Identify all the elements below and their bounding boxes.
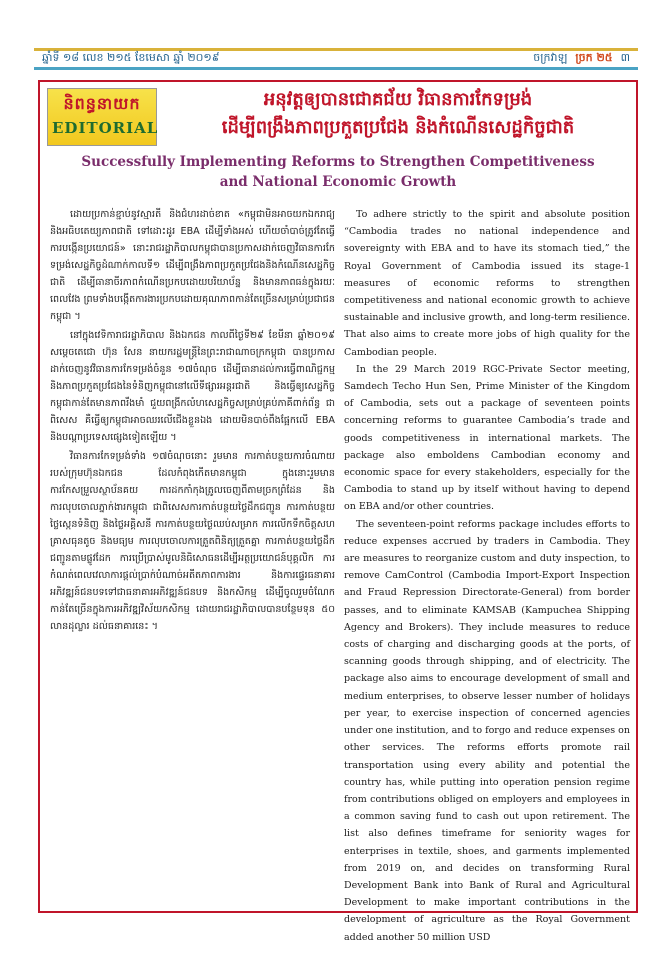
english-headline-line-2: and National Economic Growth [219,174,457,190]
khmer-headline-line-2: ដើម្បីពង្រឹងភាពប្រកួតប្រជែង និងកំណើនសេដ្ឋកិច្ចជាតិ [221,117,575,138]
logo-khmer-text: និពន្ធនាយក [63,94,141,113]
magazine-name: ចក្រវាឡ [533,51,568,64]
english-headline [52,152,624,192]
english-column [344,206,630,943]
page-header [34,48,638,70]
khmer-column [50,206,335,906]
khmer-paragraph: នៅក្នុងវេទិការាជរដ្ឋាភិបាល និងឯកជន កាលពីថ្ងៃទី២៩ ខែមីនា ឆ្នាំ២០១៩ សម្តេចតេជោ ហ៊ុន សែន នាយករដ្ឋមន្ត្រីនៃព្រះរាជាណាចក្រកម្ពុជា បានប្រកាសដាក់ចេញនូវវិធានការកែទម្រង់ចំនួន ១៧ចំណុច ដើម្បីធានាដល់ការធ្វើពាណិជ្ជកម្ម និងភាពប្រកួតប្រជែងនៃទំនិញកម្ពុជានៅលើទីផ្សារអន្តរជាតិ និងធ្វើឲ្យសេដ្ឋកិច្ចកម្ពុជាកាន់តែមានភាពរឹងមាំ ជួយពង្រីកលំហសេដ្ឋកិច្ចសម្រាប់គ្រប់ភាគីពាក់ព័ន្ធ ជាពិសេស គឺធ្វើឲ្យកម្ពុជាអាចឈរលើជើងខ្លួនឯង ដោយមិនបាច់ពឹងផ្អែកលើ EBA និងបណ្តាប្រទេសផ្សេងទៀតឡើយ ។ [50,330,335,443]
editorial-logo [47,88,157,146]
english-paragraph: The seventeen-point reforms package includes efforts to reduce expenses accrued by traders in Cambodia. They are measures to reorganize custom and duty inspection, to remove CamControl (Cambodia Import-Export Inspection and Fraud Repression Directorate-General) from border passes, and to eliminate KAMSAB (Kampuchea Shipping Agency and Brokers). They include measures to reduce costs of charging and discharging goods at the ports, of scanning goods through shipping, and of electricity. The package also aims to encourage development of small and medium enterprises, to observe lesser number of holidays per year, to exercise inspection of concerned agencies under one institution, and to forgo and reduce expenses on other services. The reforms efforts promote rail transportation using every ability and potential the country has, while putting into operation pension regime from contributions obliged on employers and employees in a common saving fund to cash out upon retirement. The list also defines timeframe for seniority wages for enterprises in textile, shoes, and garments implemented from 2019 on, and decides on transforming Rural Development Bank into Bank of Rural and Agricultural Development to make important contributions in the development of agriculture as the Royal Government added another 50 million USD [344,518,630,943]
logo-english-text: EDITORIAL [52,119,159,137]
header-right [533,51,630,67]
khmer-paragraph: ដោយប្រកាន់ខ្ជាប់នូវស្មារតី និងជំហរដាច់ខាត «កម្ពុជាមិនអាចយកឯករាជ្យ និងអធិបតេយ្យភាពជាតិ ទៅដោះដូរ EBA ដើម្បីទាំងអស់ ហើយចាំបាច់ត្រូវតែធ្វើការបង្កើនប្រយោជន៍» នោះរាជរដ្ឋាភិបាលកម្ពុជាបានប្រកាសដាក់ចេញវិធានការកែទម្រង់សេដ្ឋកិច្ចដំណាក់កាលទី១ ដើម្បីពង្រឹងភាពប្រកួតប្រជែងនិងកំណើនសេដ្ឋកិច្ចជាតិ ដើម្បីធានាចីរភាពកំណើនប្រកបដោយបរិយាប័ន្ន និងមានភាពធន់ក្នុងរយៈពេលវែង ព្រមទាំងបង្កើតការងារប្រកបដោយគុណភាពកាន់តែច្រើនសម្រាប់ប្រជាជនកម្ពុជា ។ [50,209,335,322]
issue-date: ឆ្នាំទី ១៨ លេខ ២១៥ ខែមេសា ឆ្នាំ ២០១៩ [42,51,220,64]
english-paragraph: To adhere strictly to the spirit and absolute position “Cambodia trades no national independence and sovereignty with EBA and to have its stomach tied,” the Royal Government of Cambodia issued its stage-1 measures of economic reforms to strengthen competitiveness and national economic growth to achieve sustainable and inclusive growth, and long-term resilience. That also aims to create more jobs of high quality for the Cambodian people. [344,209,630,358]
khmer-paragraph: វិធានការកែទម្រង់ទាំង ១៧ចំណុចនោះ រួមមាន ការកាត់បន្ថយការចំណាយរបស់ក្រុមហ៊ុនឯកជន ដែលកំពុងកើតមានកម្ពុជា ក្នុងនោះរួមមាន ការកែសម្រួលស្ថាប័នគយ ការដកកាំកុងត្រូលចេញពីតាមច្រកព្រំដែន និងការលុបចោលភ្នាក់ងារកម្ពុជា ជាពិសេសការកាត់បន្ថយថ្លៃដឹកជញ្ជូន ការកាត់បន្ថយថ្លៃស្កេនទំនិញ និងថ្លៃអគ្គិសនី ការកាត់បន្ថយថ្ងៃឈប់សម្រាក ការលើកទឹកចិត្តសហគ្រាសធុនតូច និងមធ្យម ការលុបចោលការត្រួតពិនិត្យត្រួតគ្នា ការកាត់បន្ថយថ្លៃដឹកជញ្ជូនតាមផ្លូវដែក ការប្រើប្រាស់មូលនិធិសោធនដើម្បីអត្ថប្រយោជន៍បុគ្គលិក ការកំណត់ពេលវេលាការផ្តល់ប្រាក់បំណាច់អតីតភាពការងារ និងការផ្ទេរធនាគារអភិវឌ្ឍន៍ជនបទទៅជាធនាគារអភិវឌ្ឍន៍ជនបទ និងកសិកម្ម ដើម្បីចូលរួមចំណែកកាន់តែច្រើនក្នុងការអភិវឌ្ឍវិស័យកសិកម្ម ដោយរាជរដ្ឋាភិបាលបានបន្ថែមទុន ៥០ លានដុល្លារ ដល់ធនាគារនេះ ។ [50,451,335,632]
khmer-headline-line-1: អនុវត្តឲ្យបានជោគជ័យ វិធានការកែទម្រង់ [263,89,533,110]
english-paragraph: In the 29 March 2019 RGC-Private Sector meeting, Samdech Techo Hun Sen, Prime Minister of the Kingdom of Cambodia, sets out a package of seventeen points concerning reforms to guarantee Cambodia’s trade and goods competitiveness in international markets. The package also emboldens Cambodian economy and economic space for every stakeholders, especially for the Cambodia to stand up by itself without having to depend on EBA and/or other countries. [344,363,630,513]
khmer-headline [178,86,618,142]
page-number: ៣ [620,51,630,64]
english-headline-line-1: Successfully Implementing Reforms to Strengthen Competitiveness [81,154,595,170]
issue-number: ច្រក ២៥ [575,51,613,64]
